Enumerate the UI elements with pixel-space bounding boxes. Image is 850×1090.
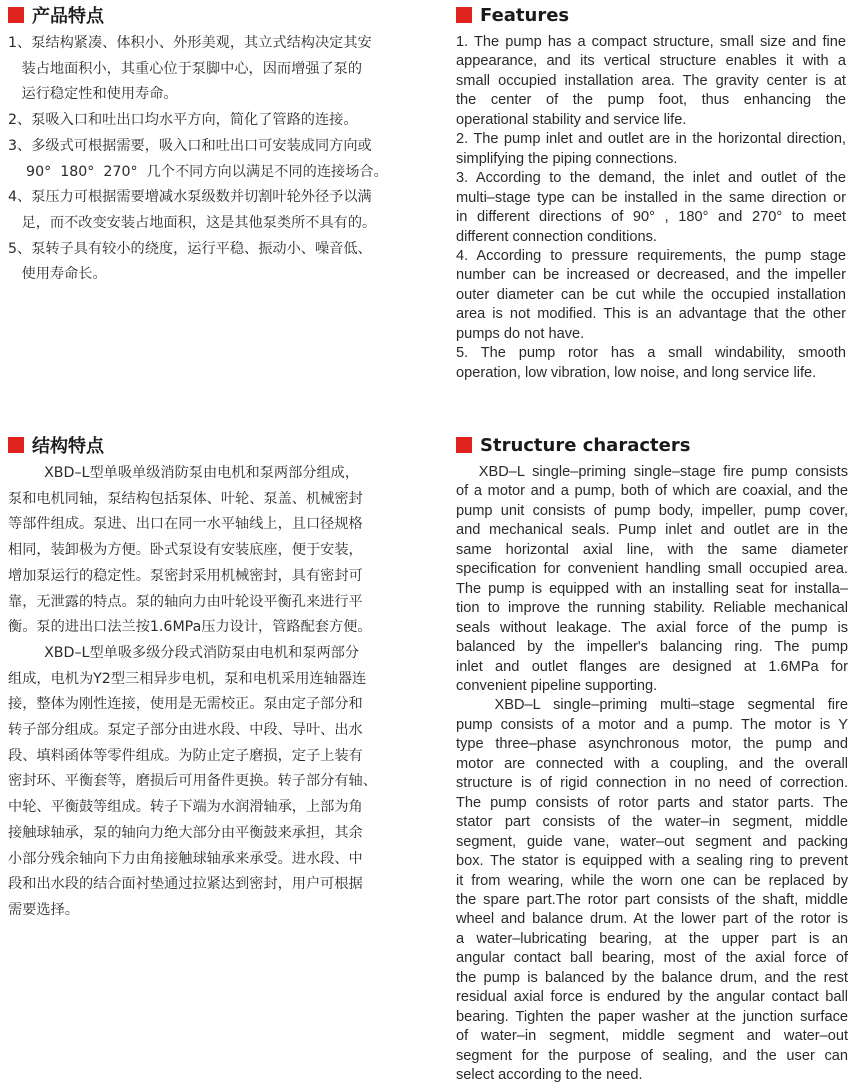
text-line: convenient pipeline supporting.	[456, 677, 658, 694]
structure-en-section	[456, 432, 848, 1086]
text-line: multi–stage type can be installed in the same direction or	[456, 189, 846, 206]
text-line: 5、泵转子具有较小的绕度，运行平稳、振动小、噪音低、	[8, 240, 372, 257]
text-line: 泵和电机同轴，泵结构包括泵体、叶轮、泵盖、机械密封	[8, 490, 363, 507]
text-line: 5. The pump rotor has a small windability, smooth	[456, 345, 846, 362]
text-line: small occupied installation area. The gravity center is at	[456, 72, 846, 89]
structure-cn-section	[8, 432, 428, 924]
product-features-cn-section	[8, 2, 428, 288]
text-line: stator part consists of the water–in segment, middle	[456, 814, 848, 831]
red-square-bullet-icon	[456, 437, 472, 453]
text-line: pumps do not have.	[456, 325, 585, 342]
red-square-bullet-icon	[8, 7, 24, 23]
text-line: XBD–L型单吸单级消防泵由电机和泵两部分组成，	[8, 465, 360, 481]
section-heading	[456, 432, 848, 458]
section-title: Structure characters	[480, 434, 691, 456]
text-line: The pump is equipped with an installing seat for installa–	[456, 580, 848, 597]
text-line: 增加泵运行的稳定性。泵密封采用机械密封，具有密封可	[8, 567, 363, 584]
text-line: 相同，装卸极为方便。卧式泵设有安装底座，便于安装，	[8, 542, 363, 559]
text-line: of a motor and a pump, both of which are coaxial, and the	[456, 483, 848, 500]
text-line: The pump consists of rotor parts and stator parts. The	[456, 794, 848, 811]
text-line: and mechanical seals. Pump inlet and outlet are in the	[456, 522, 848, 539]
text-line: number can be increased or decreased, and the impeller	[456, 267, 846, 284]
text-line: operation, low vibration, low noise, and long service life.	[456, 364, 817, 381]
text-line: 使用寿命长。	[8, 266, 107, 283]
text-line: 90° 180° 270° 几个不同方向以满足不同的连接场合。	[8, 163, 388, 180]
text-line: bearing. Tighten the paper washer at the junction surface	[456, 1008, 848, 1025]
text-line: box. The stator is equipped with a sealing ring to prevent	[456, 853, 848, 870]
text-line: segment for the purpose of sealing, and the user can	[456, 1047, 848, 1064]
text-line: seals without leakage. The axial force of the pump is	[456, 619, 848, 636]
section-body	[8, 31, 428, 288]
text-line: 转子部分组成。泵定子部分由进水段、中段、导叶、出水	[8, 722, 363, 739]
text-line: 接触球轴承，泵的轴向力绝大部分由平衡鼓来承担，其余	[8, 824, 363, 841]
text-line: balanced by the impeller's balancing ring. The pump	[456, 639, 848, 656]
text-line: 衡。泵的进出口法兰按1.6MPa压力设计，管路配套方便。	[8, 619, 372, 636]
text-line: operational stability and service life.	[456, 111, 687, 128]
text-line: 2. The pump inlet and outlet are in the horizontal direction,	[456, 131, 846, 148]
section-body	[8, 461, 428, 924]
text-line: 段、填料函体等零件组成。为防止定子磨损，定子上装有	[8, 747, 363, 764]
text-line: appearance, and its vertical structure enables it with a	[456, 53, 846, 70]
text-line: 小部分残余轴向下力由角接触球轴承来承受。进水段、中	[8, 850, 363, 867]
text-line: 4. According to pressure requirements, the pump stage	[456, 247, 846, 264]
text-line: 密封环、平衡套等，磨损后可用备件更换。转子部分有轴、	[8, 773, 377, 790]
text-line: 段和出水段的结合面衬垫通过拉紧达到密封，用户可根据	[8, 876, 363, 893]
text-line: 1、泵结构紧凑、体积小、外形美观，其立式结构决定其安	[8, 35, 372, 51]
text-line: 组成，电机为Y2型三相异步电机，泵和电机采用连轴器连	[8, 670, 367, 687]
text-line: in different directions of 90° , 180° and 270° to meet	[456, 209, 846, 226]
text-line: XBD–L single–priming single–stage fire pump consists	[456, 464, 848, 480]
text-line: 1. The pump has a compact structure, small size and fine	[456, 34, 846, 50]
text-line: inlet and outlet flanges are designed at 1.6MPa for	[456, 658, 848, 675]
text-line: residual axial force is endured by the angular contact ball	[456, 989, 848, 1006]
text-line: a water–lubricating bearing, at the upper part is an	[456, 930, 848, 947]
text-line: the spare part.The rotor part consists of the shaft, middle	[456, 891, 848, 908]
section-body	[456, 33, 846, 383]
features-en-section	[456, 2, 846, 383]
section-title: 结构特点	[32, 436, 104, 457]
text-line: of water–in segment, middle segment and water–out	[456, 1028, 848, 1045]
text-line: 等部件组成。泵进、出口在同一水平轴线上，且口径规格	[8, 516, 363, 533]
text-line: 4、泵压力可根据需要增减水泵级数并切割叶轮外径予以满	[8, 189, 372, 206]
text-line: specification for convenient handling small occupied area.	[456, 561, 848, 578]
text-line: 靠，无泄露的特点。泵的轴向力由叶轮设平衡孔来进行平	[8, 593, 363, 610]
text-line: 3. According to the demand, the inlet and outlet of the	[456, 170, 846, 187]
text-line: wheel and balance drum. At the lower part of the rotor is	[456, 911, 848, 928]
text-line: 中轮、平衡鼓等组成。转子下端为水润滑轴承，上部为角	[8, 799, 363, 816]
text-line: same horizontal axial line, with the same diameter	[456, 541, 848, 558]
text-line: outer diameter can be cut while the occupied installation	[456, 286, 846, 303]
text-line: area is not modified. This is an advantage that the other	[456, 306, 846, 323]
section-body	[456, 463, 848, 1086]
section-heading	[456, 2, 846, 28]
text-line: XBD–L single–priming multi–stage segmental fire	[456, 697, 848, 714]
text-line: 足，而不改变安装占地面积，这是其他泵类所不具有的。	[8, 214, 377, 231]
text-line: 接，整体为刚性连接，使用是无需校正。泵由定子部分和	[8, 696, 363, 713]
text-line: segment, guide vane, water–out segment and packing	[456, 833, 848, 850]
text-line: select according to the need.	[456, 1067, 643, 1084]
text-line: motor are connected with a coupling, and the overall	[456, 755, 848, 772]
text-line: angular contact ball bearing, most of the axial force of	[456, 950, 848, 967]
text-line: the center of the pump foot, thus enhancing the	[456, 92, 846, 109]
section-heading	[8, 432, 428, 458]
text-line: it from wearing, while the worn one can be replaced by	[456, 872, 848, 889]
section-title: Features	[480, 4, 570, 26]
text-line: 运行稳定性和使用寿命。	[8, 86, 178, 103]
red-square-bullet-icon	[8, 437, 24, 453]
text-line: the pump is balanced by the balance drum, and the rest	[456, 969, 848, 986]
text-line: XBD–L型单吸多级分段式消防泵由电机和泵两部分	[8, 644, 360, 661]
text-line: type three–phase asynchronous motor, the pump and	[456, 736, 848, 753]
section-heading	[8, 2, 428, 28]
text-line: pump unit consists of pump body, impeller, pump cover,	[456, 502, 848, 519]
text-line: structure is of rigid connection in no need of correction.	[456, 775, 848, 792]
text-line: 3、多级式可根据需要，吸入口和吐出口可安装成同方向或	[8, 137, 372, 154]
text-line: pump consists of a motor and a pump. The motor is Y	[456, 716, 848, 733]
text-line: 需要选择。	[8, 901, 79, 918]
text-line: 2、泵吸入口和吐出口均水平方向，简化了管路的连接。	[8, 112, 358, 129]
text-line: different connection conditions.	[456, 228, 657, 245]
text-line: tion to improve the running stability. Reliable mechanical	[456, 600, 848, 617]
red-square-bullet-icon	[456, 7, 472, 23]
text-line: 装占地面积小，其重心位于泵脚中心，因而增强了泵的	[8, 60, 363, 77]
text-line: simplifying the piping connections.	[456, 150, 678, 167]
section-title: 产品特点	[32, 6, 104, 27]
